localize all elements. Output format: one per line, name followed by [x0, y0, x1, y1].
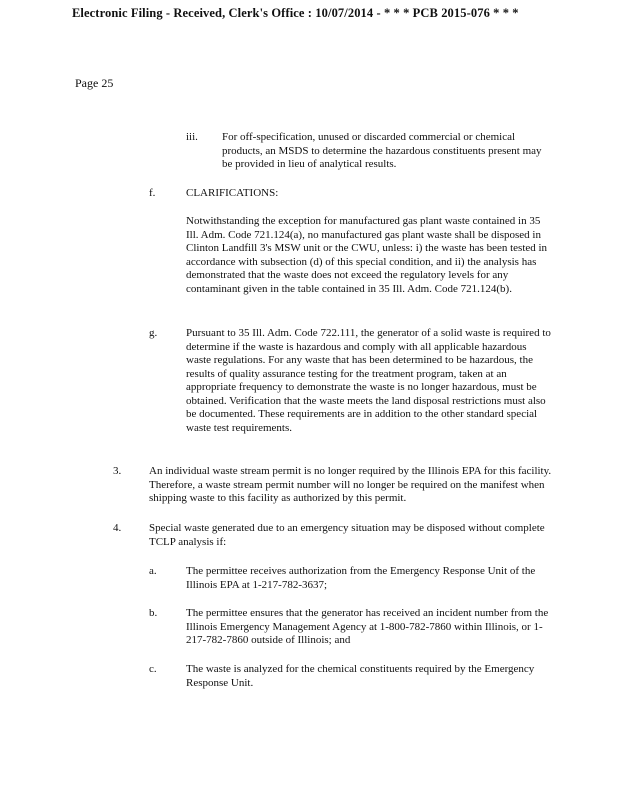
item-c-label: c. — [149, 663, 157, 675]
item-b-text: The permittee ensures that the generator has received an incident number from the Illinois Emergency Management Agency at 1-800-782-7860 within Illinois, or 1-217-782-7860 outside of Illinois; and — [186, 607, 549, 646]
item-iii-label: iii. — [186, 131, 198, 143]
item-a-label: a. — [149, 565, 157, 577]
section-3-label: 3. — [113, 465, 122, 477]
item-b-label: b. — [149, 607, 158, 619]
item-g-label: g. — [149, 327, 158, 339]
section-4-text: Special waste generated due to an emergency situation may be disposed without complete TCLP analysis if: — [149, 522, 545, 548]
item-c-text: The waste is analyzed for the chemical constituents required by the Emergency Response Unit. — [186, 663, 535, 689]
section-4-label: 4. — [113, 522, 122, 534]
filing-header: Electronic Filing - Received, Clerk's Office : 10/07/2014 - * * * PCB 2015-076 * * * — [72, 6, 519, 20]
item-f-heading: CLARIFICATIONS: — [186, 187, 279, 199]
item-a-text: The permittee receives authorization from the Emergency Response Unit of the Illinois EPA at 1-217-782-3637; — [186, 565, 536, 591]
item-g-text: Pursuant to 35 Ill. Adm. Code 722.111, the generator of a solid waste is required to determine if the waste is hazardous and comply with all applicable hazardous waste regulations. For any waste that has been determined to be hazardous, the results of quality assurance testing for the treatment program, taken at an appropriate frequency to demonstrate the waste is no longer hazardous, must be obtained. Verification that the waste meets the land disposal restrictions must also be documented. These requirements are in addition to the other standard special waste test requirements. — [186, 327, 551, 434]
section-3-text: An individual waste stream permit is no longer required by the Illinois EPA for this facility. Therefore, a waste stream permit number will no longer be required on the manifest when shipping waste to this facility as authorized by this permit. — [149, 465, 552, 504]
item-f-label: f. — [149, 187, 156, 199]
item-iii-text: For off-specification, unused or discarded commercial or chemical products, an MSDS to determine the hazardous constituents present may be provided in lieu of analytical results. — [222, 131, 542, 170]
item-f-text: Notwithstanding the exception for manufactured gas plant waste contained in 35 Ill. Adm. Code 721.124(a), no manufactured gas plant waste shall be disposed in Clinton Landfill 3's MSW unit or the CWU, unless: i) the waste has been tested in accordance with subsection (d) of this special condition, and ii) the analysis has demonstrated that the waste does not exceed the regulatory levels for any contaminant given in the table contained in 35 Ill. Adm. Code 721.124(b). — [186, 215, 548, 295]
page-number: Page 25 — [75, 76, 114, 90]
